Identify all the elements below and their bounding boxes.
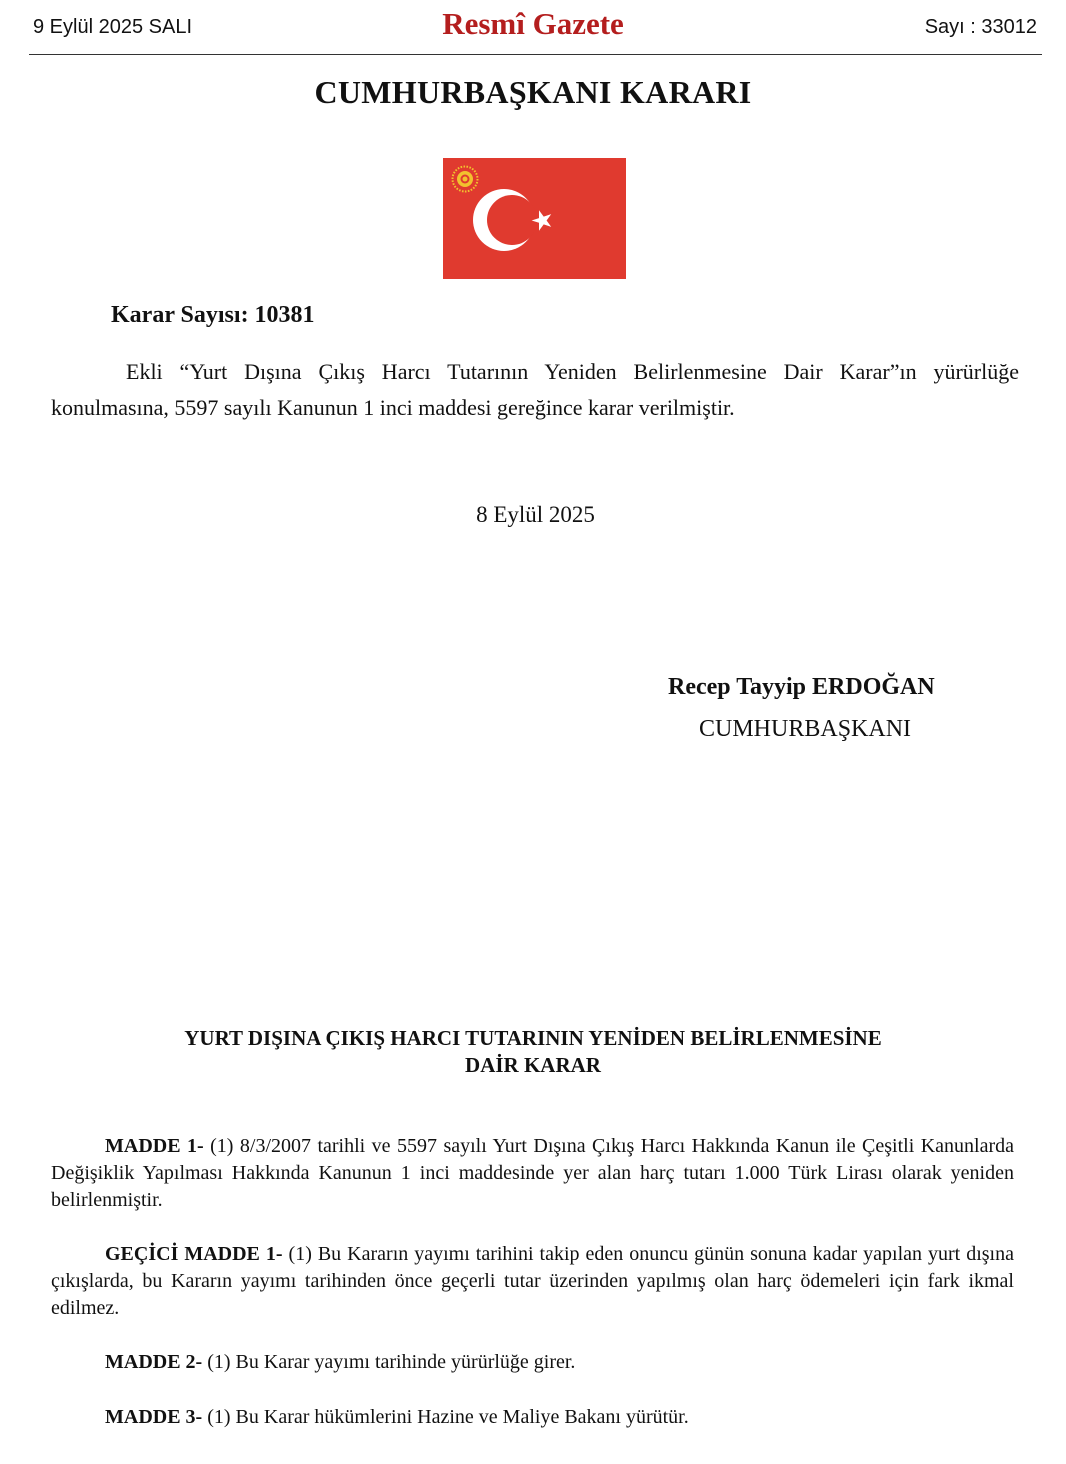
temporary-article-1	[51, 1241, 1014, 1322]
article-text: (1) Bu Kararın yayımı tarihini takip eden onuncu günün sonuna kadar yapılan yurt dışına çıkışlarda, bu Kararın yayımı tarihinden önce geçerli tutar üzerinden yapılmış olan harç ödemeleri için fark ikmal edilmez.	[51, 1243, 1014, 1319]
article-text: (1) Bu Karar hükümlerini Hazine ve Maliye Bakanı yürütür.	[202, 1406, 689, 1428]
article-heading: MADDE 3-	[105, 1406, 203, 1428]
document-type-heading: CUMHURBAŞKANI KARARI	[314, 74, 752, 110]
turkish-presidential-flag-icon	[443, 158, 626, 279]
intro-paragraph: Ekli “Yurt Dışına Çıkış Harcı Tutarının Yeniden Belirlenmesine Dair Karar”ın yürürlüğe konulmasına, 5597 sayılı Kanunun 1 inci maddesi gereğince karar verilmiştir.	[51, 359, 1019, 420]
header-divider	[29, 54, 1042, 55]
signature-date: 8 Eylül 2025	[476, 502, 595, 527]
article-heading: MADDE 2-	[105, 1351, 203, 1373]
article-3	[51, 1404, 1014, 1431]
article-heading: MADDE 1-	[105, 1135, 204, 1157]
decision-number: Karar Sayısı: 10381	[111, 302, 315, 328]
gazette-issue-number: Sayı : 33012	[924, 16, 1037, 38]
article-text: (1) 8/3/2007 tarihli ve 5597 sayılı Yurt Dışına Çıkış Harcı Hakkında Kanun ile Çeşitli Kanunlarda Değişiklik Yapılması Hakkında Kanunun 1 inci maddesinde yer alan harç tutarı 1.000 Türk Lirası olarak yeniden belirlenmiştir.	[51, 1135, 1014, 1211]
gazette-title: Resmî Gazete	[442, 6, 624, 41]
decree-title-line-2: DAİR KARAR	[465, 1053, 601, 1077]
article-text: (1) Bu Karar yayımı tarihinde yürürlüğe girer.	[202, 1351, 576, 1373]
gazette-date: 9 Eylül 2025 SALI	[33, 16, 192, 38]
article-1	[51, 1133, 1014, 1214]
article-2	[51, 1349, 1014, 1376]
signer-title: CUMHURBAŞKANI	[699, 716, 912, 742]
decree-title-line-1: YURT DIŞINA ÇIKIŞ HARCI TUTARININ YENİDEN BELİRLENMESİNE	[184, 1026, 882, 1050]
decree-title	[0, 1025, 1066, 1079]
signer-name: Recep Tayyip ERDOĞAN	[668, 674, 935, 700]
article-heading: GEÇİCİ MADDE 1-	[105, 1243, 283, 1265]
